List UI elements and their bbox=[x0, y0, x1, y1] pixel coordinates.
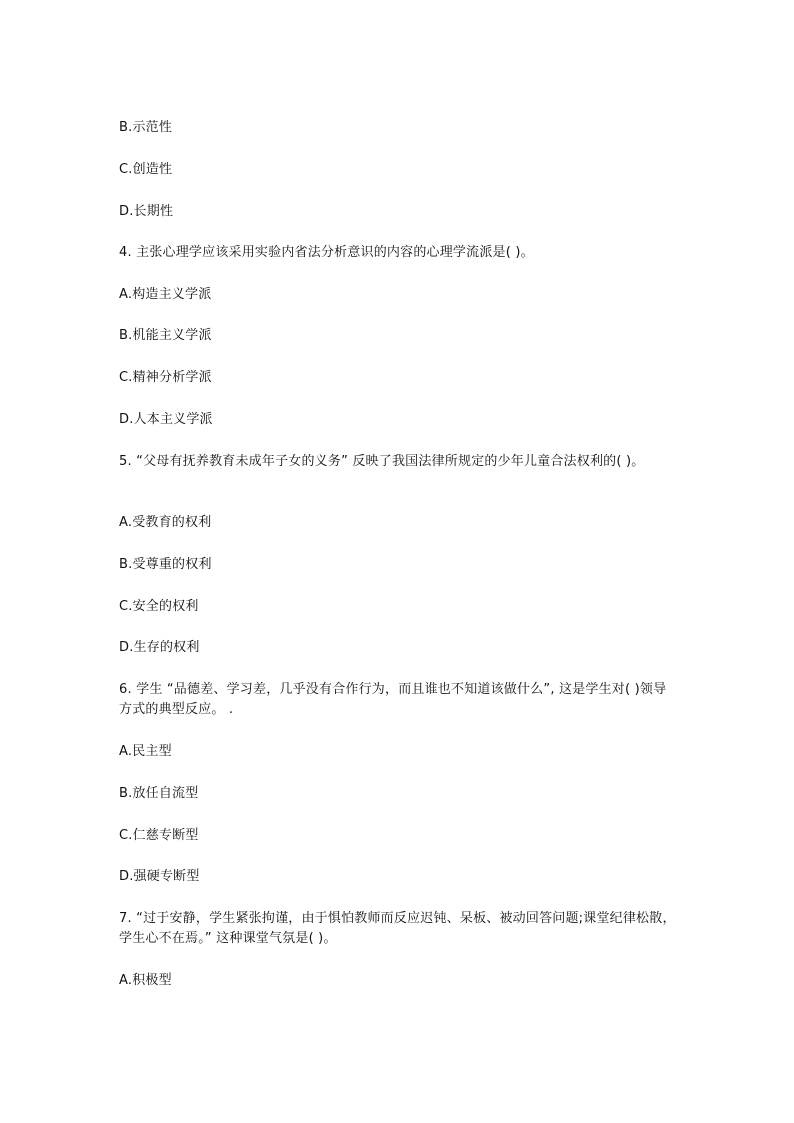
option-5a: A.受教育的权利 bbox=[119, 515, 212, 530]
option-6a: A.民主型 bbox=[119, 744, 172, 759]
option-5b: B.受尊重的权利 bbox=[119, 557, 212, 572]
option-3b: B.示范性 bbox=[119, 120, 173, 135]
option-5c: C.安全的权利 bbox=[119, 599, 199, 614]
question-5: 5. “父母有抚养教育未成年子女的义务” 反映了我国法律所规定的少年儿童合法权利的( )。 bbox=[119, 454, 645, 469]
option-4d: D.人本主义学派 bbox=[119, 412, 213, 427]
option-6b: B.放任自流型 bbox=[119, 786, 199, 801]
option-4b: B.机能主义学派 bbox=[119, 328, 212, 343]
option-7a: A.积极型 bbox=[119, 973, 172, 988]
option-5d: D.生存的权利 bbox=[119, 640, 200, 655]
option-6c: C.仁慈专断型 bbox=[119, 828, 199, 843]
question-4: 4. 主张心理学应该采用实验内省法分析意识的内容的心理学流派是( )。 bbox=[119, 245, 534, 260]
option-4c: C.精神分析学派 bbox=[119, 370, 212, 385]
option-6d: D.强硬专断型 bbox=[119, 869, 200, 884]
question-7: 7. “过于安静，学生紧张拘谨，由于惧怕教师而反应迟钝、呆板、被动回答问题;课堂纪律松散，学生心不在焉。” 这种课堂气氛是( )。 bbox=[119, 911, 676, 946]
option-4a: A.构造主义学派 bbox=[119, 287, 212, 302]
option-3c: C.创造性 bbox=[119, 162, 173, 177]
option-3d: D.长期性 bbox=[119, 204, 174, 219]
question-6: 6. 学生 “品德差、学习差，几乎没有合作行为，而且谁也不知道该做什么”, 这是学生对( )领导方式的典型反应。 . bbox=[119, 682, 667, 717]
